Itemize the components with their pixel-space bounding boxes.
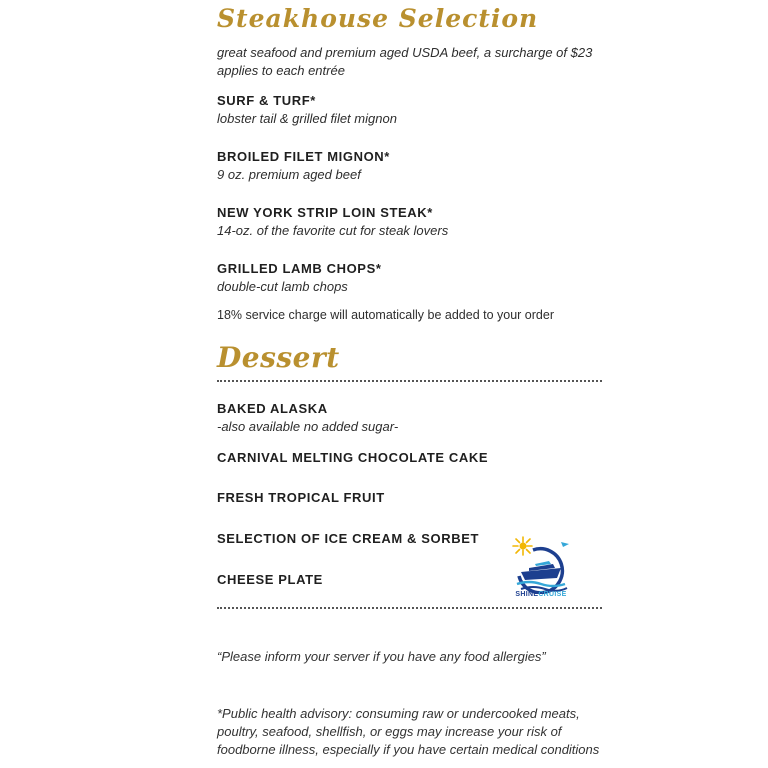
allergy-notice: “Please inform your server if you have any food allergies” [217,649,546,664]
menu-item-strip-loin: NEW YORK STRIP LOIN STEAK* [217,205,433,220]
logo-wordmark [505,591,577,598]
menu-item-desc: lobster tail & grilled filet mignon [217,111,397,126]
menu-item-desc: -also available no added sugar- [217,419,399,434]
steakhouse-intro: great seafood and premium aged USDA beef, a surcharge of $23 applies to each entrée [217,45,593,78]
menu-item-cheese-plate: CHEESE PLATE [217,572,323,587]
logo-word-shine: SHINE [515,591,539,598]
dessert-section-title: Dessert [217,341,340,374]
steakhouse-section-title: Steakhouse Selection [217,4,539,33]
menu-item-desc: double-cut lamb chops [217,279,348,294]
menu-item-desc: 9 oz. premium aged beef [217,167,361,182]
shine-cruise-logo [505,536,577,608]
menu-item-surf-turf: SURF & TURF* [217,93,316,108]
service-charge-note: 18% service charge will automatically be added to your order [217,308,554,322]
menu-item-desc: 14-oz. of the favorite cut for steak lovers [217,223,449,238]
menu-item-tropical-fruit: FRESH TROPICAL FRUIT [217,490,385,505]
menu-item-lamb-chops: GRILLED LAMB CHOPS* [217,261,382,276]
menu-item-baked-alaska: BAKED ALASKA [217,401,328,416]
menu-item-chocolate-cake: CARNIVAL MELTING CHOCOLATE CAKE [217,450,489,465]
divider [217,380,602,382]
menu-item-ice-cream-sorbet: SELECTION OF ICE CREAM & SORBET [217,531,480,546]
cruise-ship-icon [505,536,577,594]
menu-item-filet-mignon: BROILED FILET MIGNON* [217,149,390,164]
divider [217,607,602,609]
logo-word-cruise: CRUISE [538,591,567,598]
health-advisory: *Public health advisory: consuming raw or undercooked meats, poultry, seafood, shellfish, or eggs may increase your risk of foodborne illness, especially if you have certain medical conditions [217,706,600,757]
